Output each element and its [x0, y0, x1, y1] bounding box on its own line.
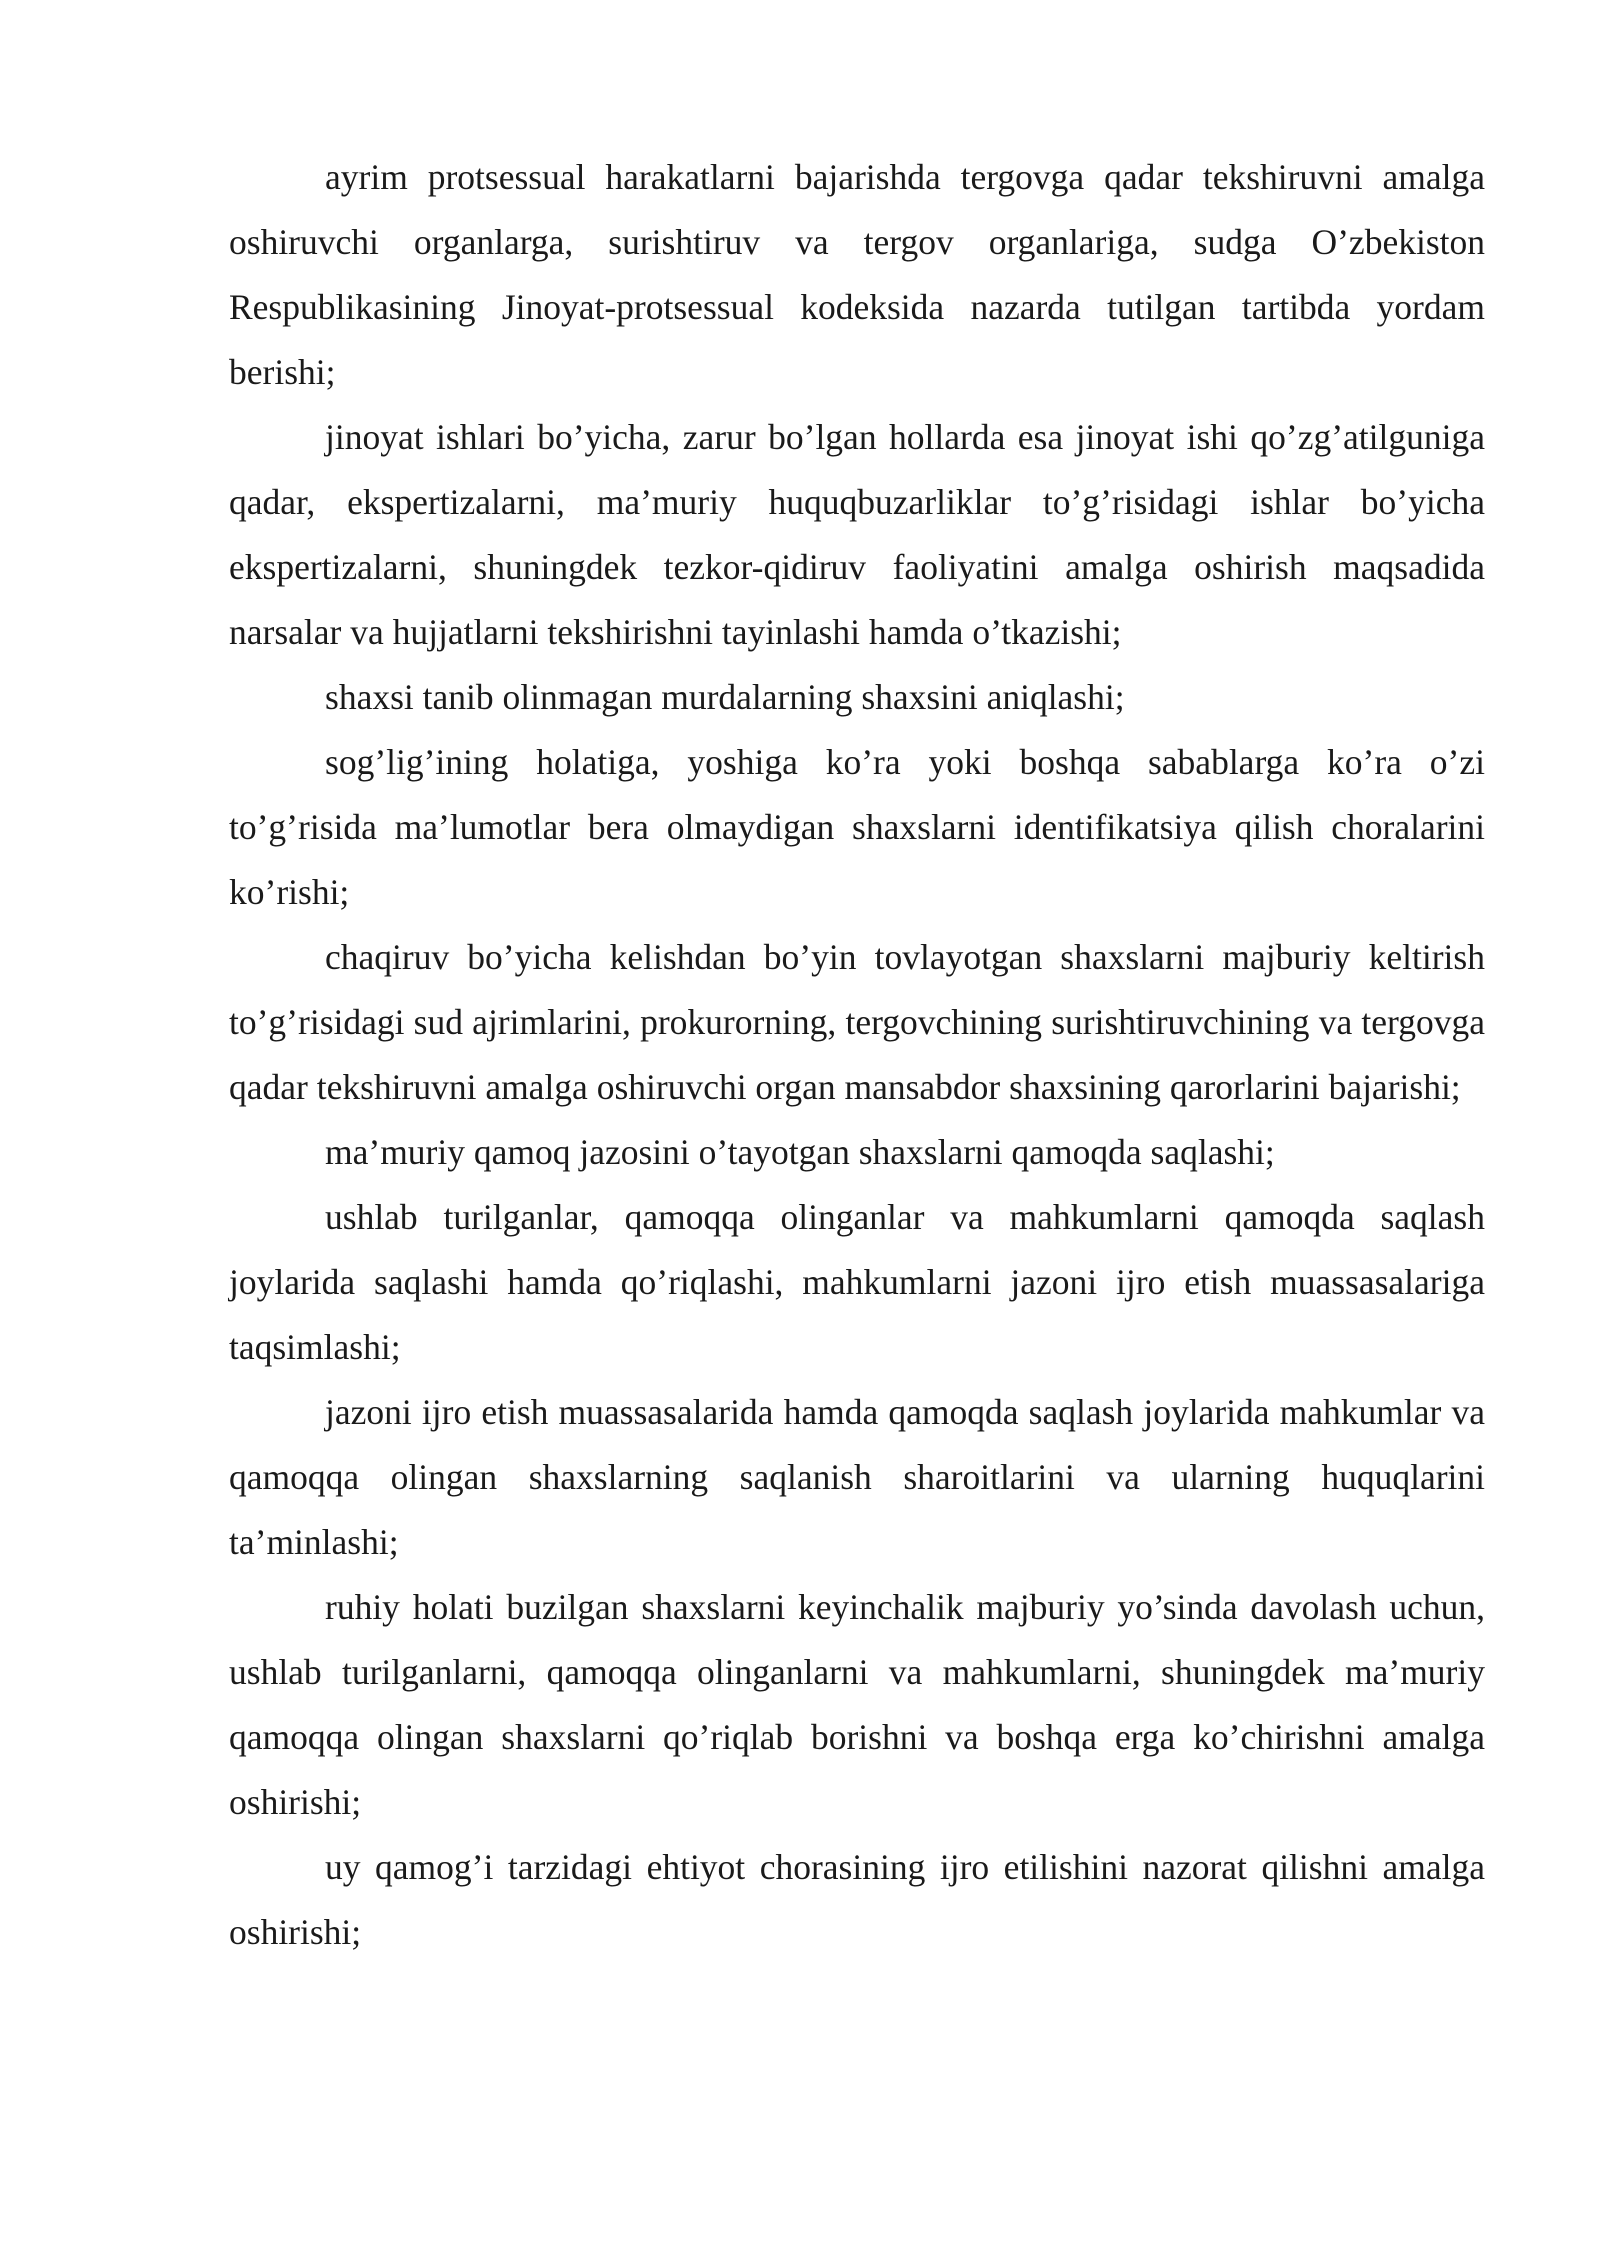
- paragraph-10: uy qamog’i tarzidagi ehtiyot chorasining ijro etilishini nazorat qilishni amalga oshirishi;: [229, 1847, 1485, 1952]
- paragraph-9: ruhiy holati buzilgan shaxslarni keyinchalik majburiy yo’sinda davolash uchun, ushlab turilganlarni, qamoqqa olinganlarni va mahkumlarni, shuningdek ma’muriy qamoqqa olingan shaxslarni qo’riqlab borishni va boshqa erga ko’chirishni amalga oshirishi;: [229, 1587, 1485, 1822]
- paragraph-8: jazoni ijro etish muassasalarida hamda qamoqda saqlash joylarida mahkumlar va qamoqqa olingan shaxslarning saqlanish sharoitlarini va ularning huquqlarini ta’minlashi;: [229, 1392, 1485, 1562]
- paragraph-5: chaqiruv bo’yicha kelishdan bo’yin tovlayotgan shaxslarni majburiy keltirish to’g’risidagi sud ajrimlarini, prokurorning, tergovchining surishtiruvchining va tergovga qadar tekshiruvni amalga oshiruvchi organ mansabdor shaxsining qarorlarini bajarishi;: [229, 937, 1485, 1107]
- paragraph-7: ushlab turilganlar, qamoqqa olinganlar va mahkumlarni qamoqda saqlash joylarida saqlashi hamda qo’riqlashi, mahkumlarni jazoni ijro etish muassasalariga taqsimlashi;: [229, 1197, 1485, 1367]
- paragraph-4: sog’lig’ining holatiga, yoshiga ko’ra yoki boshqa sabablarga ko’ra o’zi to’g’risida ma’lumotlar bera olmaydigan shaxslarni identifikatsiya qilish choralarini ko’rishi;: [229, 742, 1485, 912]
- paragraph-6: ma’muriy qamoq jazosini o’tayotgan shaxslarni qamoqda saqlashi;: [325, 1132, 1275, 1172]
- paragraph-1: ayrim protsessual harakatlarni bajarishda tergovga qadar tekshiruvni amalga oshiruvchi organlarga, surishtiruv va tergov organlariga, sudga O’zbekiston Respublikasining Jinoyat-protsessual kodeksida nazarda tutilgan tartibda yordam berishi;: [229, 157, 1485, 392]
- paragraph-3: shaxsi tanib olinmagan murdalarning shaxsini aniqlashi;: [325, 677, 1125, 717]
- paragraph-2: jinoyat ishlari bo’yicha, zarur bo’lgan hollarda esa jinoyat ishi qo’zg’atilguniga qadar, ekspertizalarni, ma’muriy huquqbuzarliklar to’g’risidagi ishlar bo’yicha ekspertizalarni, shuningdek tezkor-qidiruv faoliyatini amalga oshirish maqsadida narsalar va hujjatlarni tekshirishni tayinlashi hamda o’tkazishi;: [229, 417, 1485, 652]
- document-page: [229, 145, 1485, 1965]
